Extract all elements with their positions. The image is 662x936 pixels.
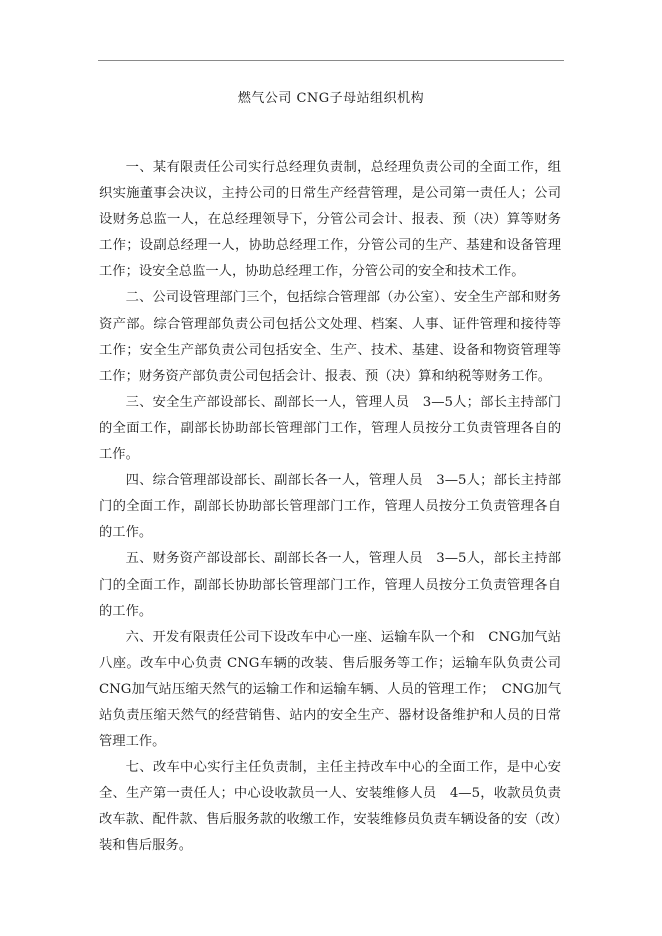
paragraph-4: 四、综合管理部设部长、副部长各一人，管理人员 3—5人；部长主持部门的全面工作，副部长协助部长管理部门工作，管理人员按分工负责管理各自的工作。 bbox=[99, 473, 561, 541]
document-title: 燃气公司 CNG子母站组织机构 bbox=[237, 91, 425, 106]
paragraph-6: 六、开发有限责任公司下设改车中心一座、运输车队一个和 CNG加气站八座。改车中心负责 CNG车辆的改装、售后服务等工作；运输车队负责公司 CNG加气站压缩天然气的运输工作和运输车辆、人员的管理工作； CNG加气站负责压缩天然气的经营销售、站内的安全生产、器材设备维护和人员的日常管理工作。 bbox=[99, 629, 575, 750]
paragraph-7: 七、改车中心实行主任负责制，主任主持改车中心的全面工作，是中心安全、生产第一责任人；中心设收款员一人、安装维修人员 4—5，收款员负责改车款、配件款、售后服务款的收缴工作，安装维修员负责车辆设备的安（改）装和售后服务。 bbox=[99, 760, 561, 854]
paragraph-1: 一、某有限责任公司实行总经理负责制，总经理负责公司的全面工作，组织实施董事会决议，主持公司的日常生产经营管理，是公司第一责任人；公司设财务总监一人，在总经理领导下，分管公司会计、报表、预（决）算等财务工作；设副总经理一人，协助总经理工作，分管公司的生产、基建和设备管理工作；设安全总监一人，协助总经理工作，分管公司的安全和技术工作。 bbox=[99, 160, 561, 280]
paragraph-2: 二、公司设管理部门三个，包括综合管理部（办公室）、安全生产部和财务资产部。综合管理部负责公司包括公文处理、档案、人事、证件管理和接待等工作；安全生产部负责公司包括安全、生产、技术、基建、设备和物资管理等工作；财务资产部负责公司包括会计、报表、预（决）算和纳税等财务工作。 bbox=[99, 290, 561, 384]
paragraph-5: 五、财务资产部设部长、副部长各一人，管理人员 3—5人，部长主持部门的全面工作，副部长协助部长管理部门工作，管理人员按分工负责管理各自的工作。 bbox=[99, 551, 561, 619]
document-body bbox=[99, 155, 575, 860]
header-rule bbox=[98, 60, 564, 61]
paragraph-3: 三、安全生产部设部长、副部长一人，管理人员 3—5人；部长主持部门的全面工作，副部长协助部长管理部门工作，管理人员按分工负责管理各自的工作。 bbox=[99, 394, 561, 463]
